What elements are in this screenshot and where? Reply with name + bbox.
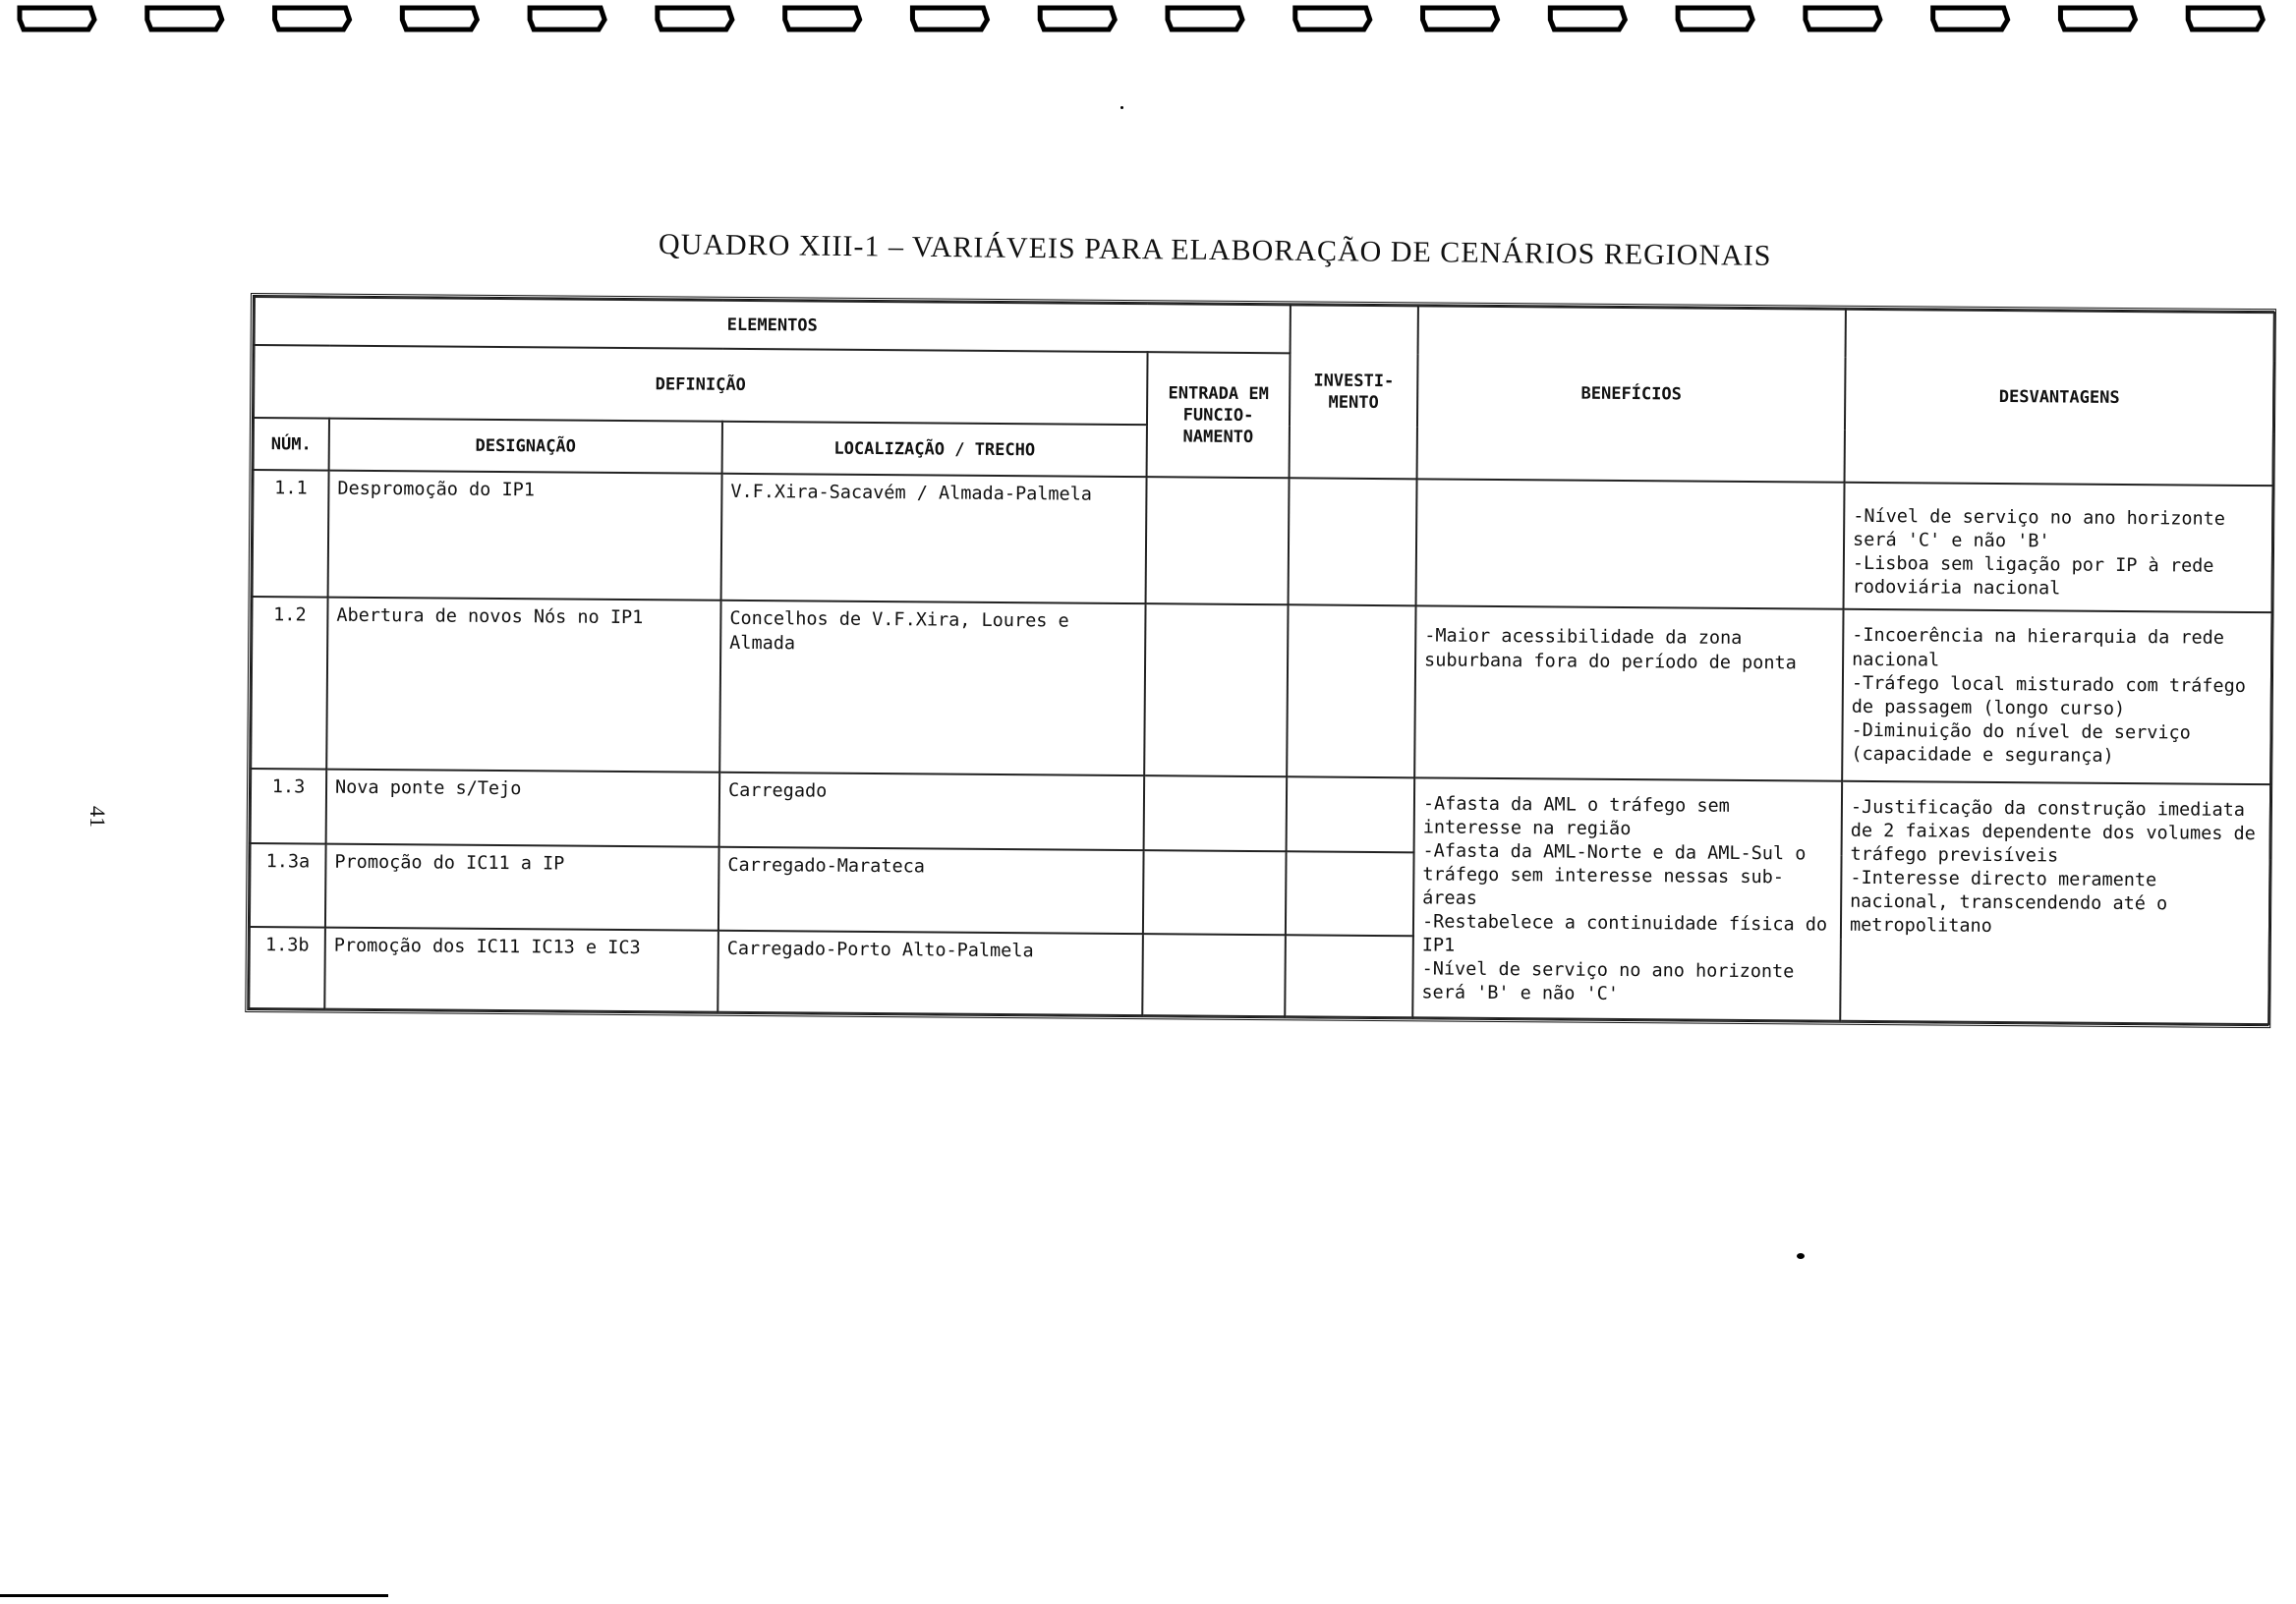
binding-ring-mark bbox=[2188, 8, 2263, 29]
row-entrada-empty bbox=[1144, 604, 1288, 776]
binding-ring-mark bbox=[275, 8, 350, 29]
row-localizacao: Carregado-Marateca bbox=[718, 847, 1144, 934]
row-desvantagens bbox=[1842, 609, 2271, 784]
header-localizacao: LOCALIZAÇÃO / TRECHO bbox=[722, 422, 1147, 478]
row-beneficios bbox=[1414, 606, 1843, 781]
row-localizacao: Concelhos de V.F.Xira, Loures e Almada bbox=[719, 601, 1145, 775]
page-title: QUADRO XIII-1 – VARIÁVEIS PARA ELABORAÇÃO DE CENÁRIOS REGIONAIS bbox=[658, 228, 1772, 272]
row-num: 1.1 bbox=[253, 470, 329, 598]
desvantagem-item: -Nível de serviço no ano horizonte será 'C' e não 'B' bbox=[1852, 506, 2226, 552]
row-investimento-empty bbox=[1287, 776, 1415, 853]
row-investimento-empty bbox=[1286, 852, 1414, 937]
desvantagem-item: -Lisboa sem ligação por IP à rede rodoviária nacional bbox=[1852, 553, 2214, 600]
row-designacao: Promoção dos IC11 IC13 e IC3 bbox=[324, 928, 718, 1012]
row-desvantagens bbox=[1844, 483, 2273, 613]
desvantagem-item: -Incoerência na hierarquia da rede nacional bbox=[1852, 625, 2225, 671]
row-investimento-empty bbox=[1289, 479, 1417, 606]
binding-ring-mark bbox=[658, 8, 732, 29]
binding-ring-mark bbox=[1550, 8, 1625, 29]
row-entrada-empty bbox=[1144, 775, 1288, 852]
binding-ring-mark bbox=[1933, 8, 2008, 29]
binding-ring-mark bbox=[1295, 8, 1370, 29]
row-beneficios bbox=[1412, 777, 1842, 1021]
binding-ring-mark bbox=[1423, 8, 1498, 29]
row-entrada-empty bbox=[1143, 850, 1287, 935]
header-definicao: DEFINIÇÃO bbox=[254, 345, 1148, 425]
row-investimento-empty bbox=[1285, 935, 1413, 1017]
binding-ring-mark bbox=[20, 8, 94, 29]
header-desvantagens: DESVANTAGENS bbox=[1845, 310, 2274, 487]
page-number: 41 bbox=[86, 806, 110, 828]
desvantagem-item: -Tráfego local misturado com tráfego de passagem (longo curso) bbox=[1851, 672, 2246, 719]
row-num: 1.3 bbox=[251, 769, 327, 844]
header-investimento: INVESTI- MENTO bbox=[1290, 305, 1418, 479]
beneficio-item: -Afasta da AML o tráfego sem interesse na região bbox=[1422, 793, 1730, 839]
table-row bbox=[253, 470, 2273, 612]
row-localizacao: Carregado-Porto Alto-Palmela bbox=[718, 931, 1143, 1015]
row-designacao: Promoção do IC11 a IP bbox=[325, 844, 719, 931]
binding-ring-mark bbox=[402, 8, 477, 29]
row-localizacao: V.F.Xira-Sacavém / Almada-Palmela bbox=[721, 474, 1147, 604]
header-entrada-em-funcionamento: ENTRADA EM FUNCIO- NAMENTO bbox=[1147, 352, 1291, 478]
binding-ring-mark bbox=[2060, 8, 2135, 29]
ring-binding-marks bbox=[0, 0, 2296, 39]
binding-ring-mark bbox=[1168, 8, 1242, 29]
row-entrada-empty bbox=[1146, 477, 1290, 604]
binding-ring-mark bbox=[1806, 8, 1880, 29]
binding-ring-mark bbox=[1040, 8, 1115, 29]
table-row bbox=[251, 598, 2271, 784]
row-investimento-empty bbox=[1287, 605, 1415, 777]
beneficio-item: -Afasta da AML-Norte e da AML-Sul o tráfego sem interesse nessas sub-áreas bbox=[1422, 840, 1807, 909]
scan-speck bbox=[1120, 106, 1123, 109]
binding-ring-mark bbox=[147, 8, 222, 29]
row-num: 1.3b bbox=[249, 927, 325, 1009]
binding-ring-mark bbox=[530, 8, 604, 29]
header-elementos: ELEMENTOS bbox=[255, 297, 1291, 353]
binding-ring-mark bbox=[1678, 8, 1752, 29]
beneficio-item: -Maior acessibilidade da zona suburbana fora do período de ponta bbox=[1424, 625, 1797, 673]
desvantagem-item: -Justificação da construção imediata de 2 faixas dependente dos volumes de tráfego previsíveis bbox=[1850, 796, 2256, 867]
header-num: NÚM. bbox=[254, 418, 329, 471]
row-beneficios-empty bbox=[1416, 480, 1845, 610]
row-designacao: Nova ponte s/Tejo bbox=[326, 769, 720, 847]
beneficio-item: -Restabelece a continuidade física do IP1 bbox=[1421, 911, 1828, 956]
desvantagem-item: -Interesse directo meramente nacional, transcendendo até o metropolitano bbox=[1849, 867, 2168, 937]
row-designacao: Abertura de novos Nós no IP1 bbox=[326, 598, 720, 772]
scan-edge-line bbox=[0, 1594, 388, 1597]
row-localizacao: Carregado bbox=[719, 772, 1145, 850]
row-entrada-empty bbox=[1142, 934, 1286, 1016]
scenario-variables-table bbox=[245, 293, 2276, 1028]
binding-ring-mark bbox=[785, 8, 860, 29]
beneficio-item: -Nível de serviço no ano horizonte será 'B' e não 'C' bbox=[1421, 958, 1795, 1004]
header-beneficios: BENEFÍCIOS bbox=[1417, 306, 1846, 483]
header-designacao: DESIGNAÇÃO bbox=[329, 419, 722, 474]
row-num: 1.3a bbox=[250, 843, 326, 927]
row-designacao: Despromoção do IP1 bbox=[328, 471, 722, 601]
scan-speck bbox=[1797, 1253, 1805, 1259]
row-num: 1.2 bbox=[251, 598, 327, 770]
binding-ring-mark bbox=[912, 8, 987, 29]
row-desvantagens bbox=[1840, 780, 2270, 1024]
desvantagem-item: -Diminuição do nível de serviço (capacidade e segurança) bbox=[1851, 719, 2191, 767]
